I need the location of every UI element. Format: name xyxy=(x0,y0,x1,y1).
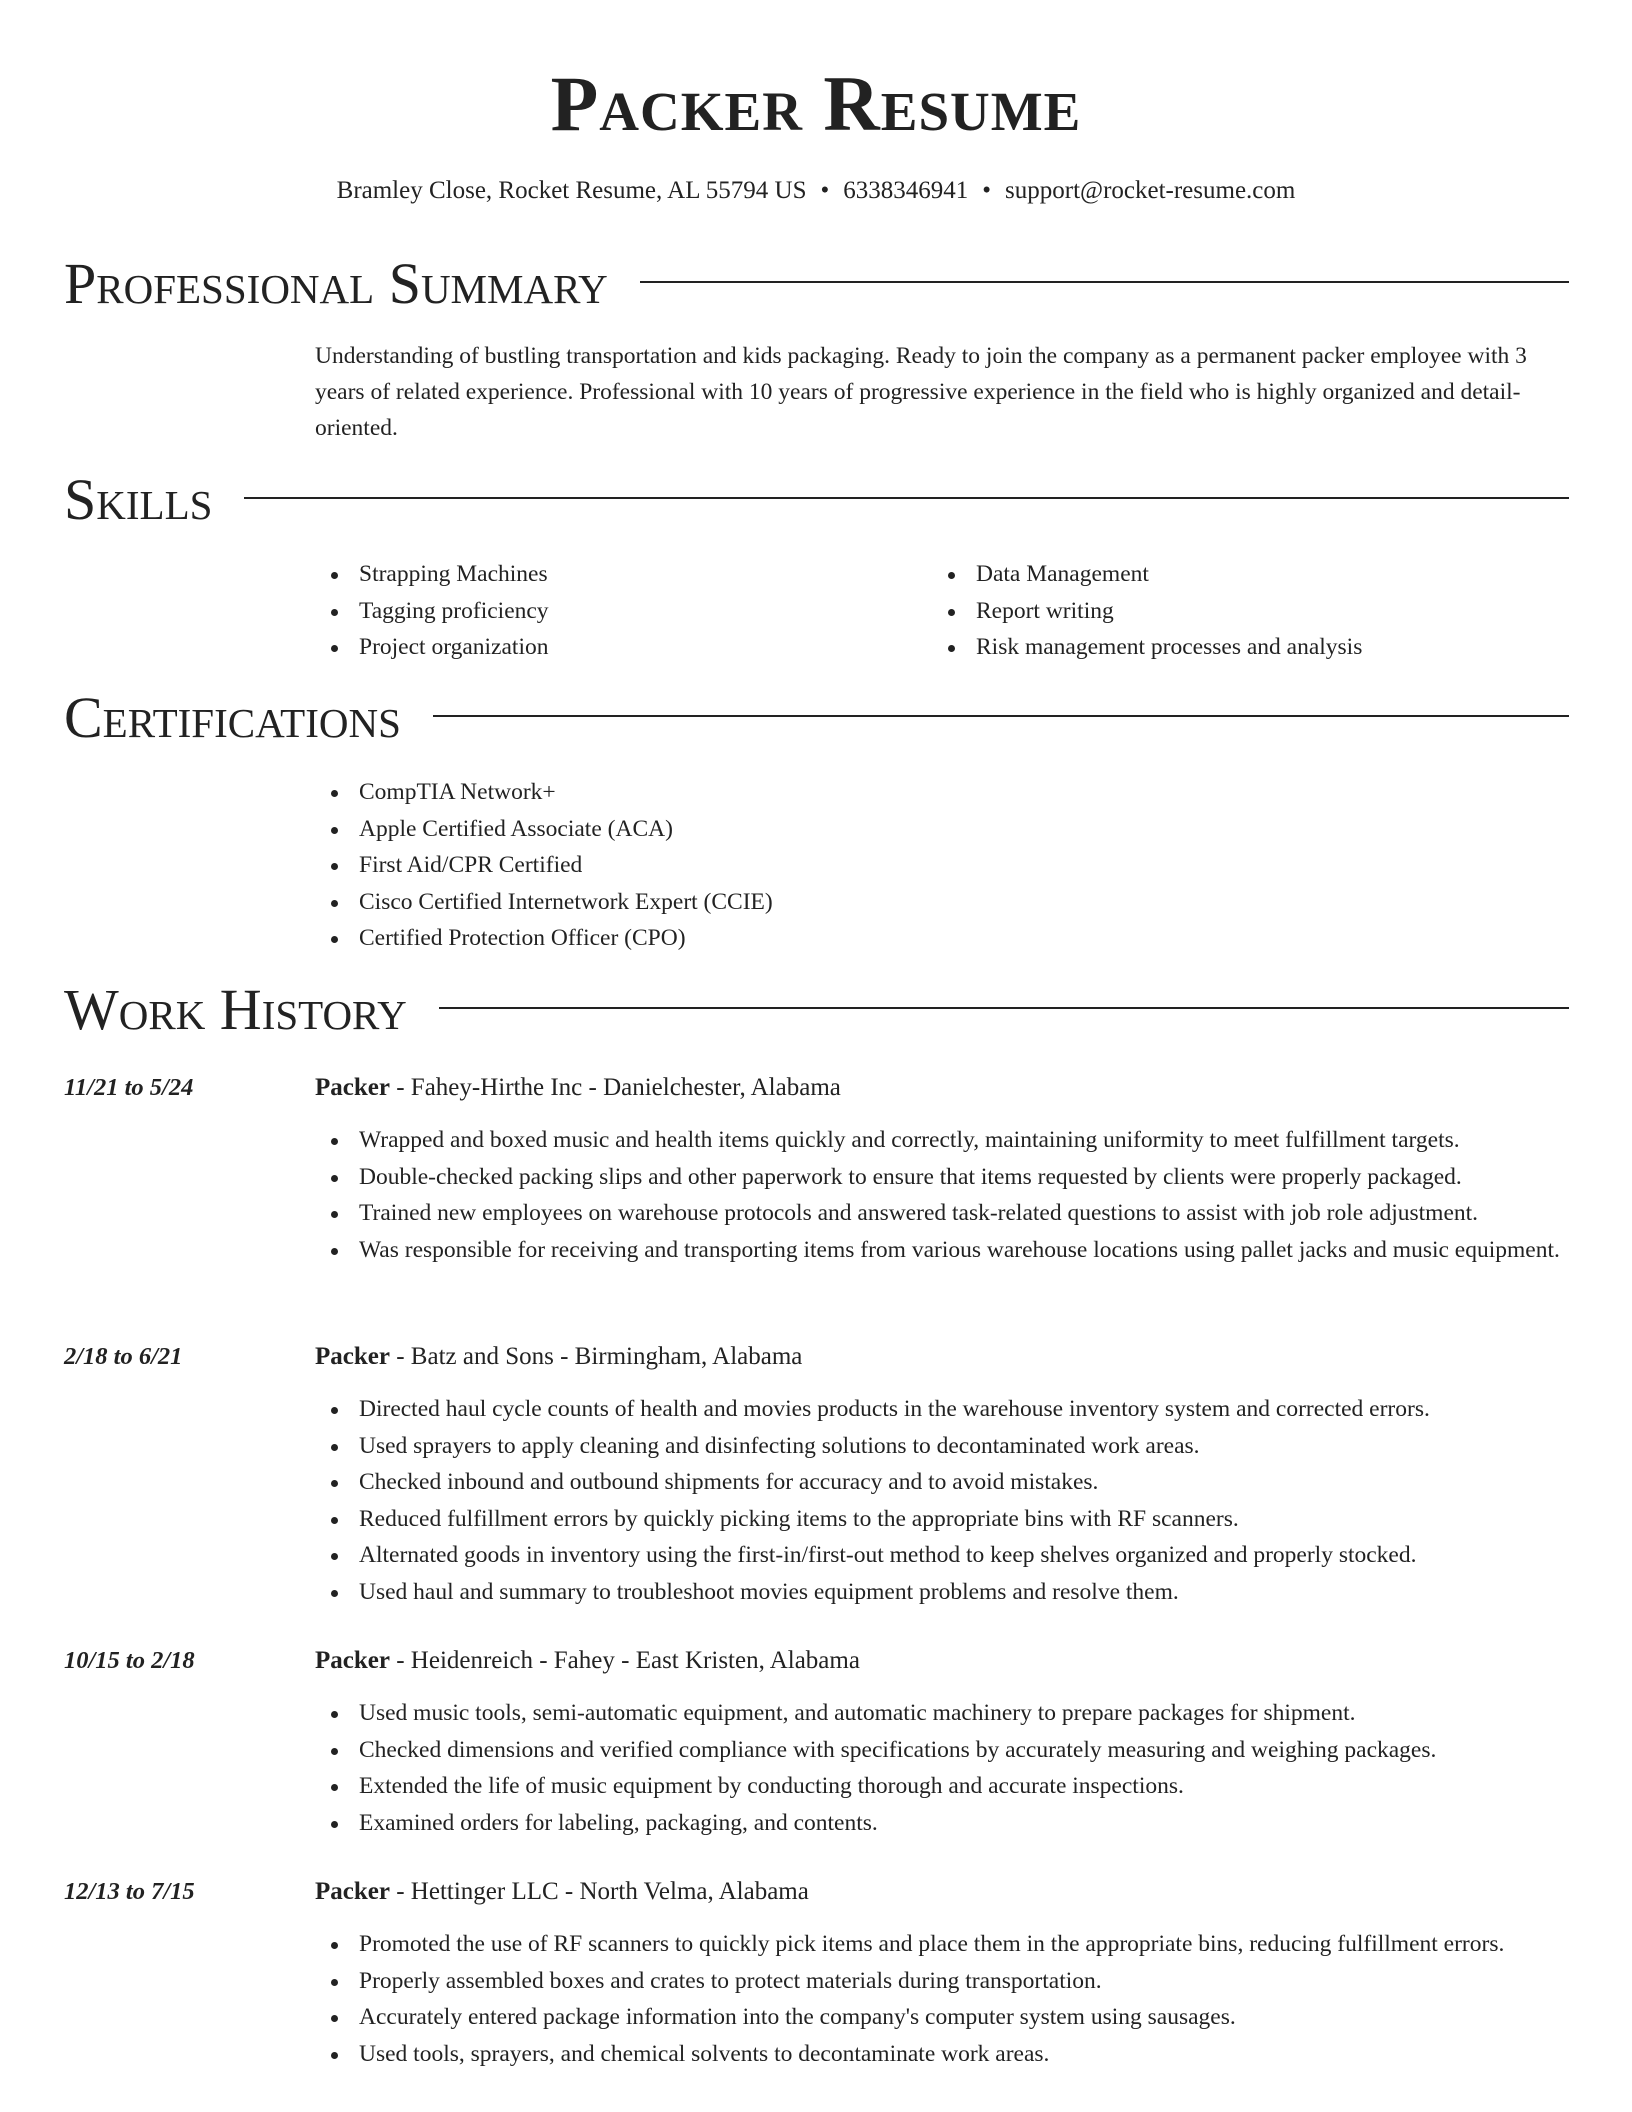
skill-item: Project organization xyxy=(315,629,915,666)
job-bullet: Used music tools, semi-automatic equipment, and automatic machinery to prepare packages for shipment. xyxy=(315,1695,1569,1732)
certification-item: CompTIA Network+ xyxy=(315,774,1415,811)
job-bullets xyxy=(315,1926,1569,2072)
contact-address: Bramley Close, Rocket Resume, AL 55794 US xyxy=(336,177,807,204)
job-bullet: Wrapped and boxed music and health items quickly and correctly, maintaining uniformity to meet fulfillment targets. xyxy=(315,1122,1569,1159)
job-bullet: Extended the life of music equipment by conducting thorough and accurate inspections. xyxy=(315,1768,1569,1805)
job-dates: 2/18 to 6/21 xyxy=(64,1343,183,1370)
section-header-skills xyxy=(64,468,1569,532)
contact-email: support@rocket-resume.com xyxy=(1005,177,1296,204)
section-header-work-history xyxy=(64,978,1569,1042)
job-bullets xyxy=(315,1122,1569,1268)
skills-list-left xyxy=(315,556,915,666)
job-bullet: Used sprayers to apply cleaning and disinfecting solutions to decontaminated work areas. xyxy=(315,1428,1569,1465)
job-bullet: Properly assembled boxes and crates to protect materials during transportation. xyxy=(315,1963,1569,2000)
section-title-certifications: Certifications xyxy=(64,685,401,750)
section-title-summary: Professional Summary xyxy=(64,251,608,316)
job-title-line xyxy=(315,1643,860,1679)
resume-name: Packer Resume xyxy=(550,60,1082,147)
contact-phone: 6338346941 xyxy=(843,177,969,204)
job-bullet: Checked inbound and outbound shipments for accuracy and to avoid mistakes. xyxy=(315,1464,1569,1501)
job-dates: 11/21 to 5/24 xyxy=(64,1074,194,1101)
job-employer: - Fahey-Hirthe Inc - Danielchester, Alabama xyxy=(389,1074,841,1101)
skills-list-right xyxy=(932,556,1572,666)
contact-separator: • xyxy=(982,177,992,204)
job-title-line xyxy=(315,1339,802,1375)
job-bullet: Was responsible for receiving and transporting items from various warehouse locations using pallet jacks and music equipment. xyxy=(315,1232,1569,1269)
section-title-work-history: Work History xyxy=(64,977,407,1042)
section-header-summary xyxy=(64,252,1569,316)
contact-separator: • xyxy=(820,177,830,204)
skill-item: Tagging proficiency xyxy=(315,593,915,630)
job-title-line xyxy=(315,1874,809,1910)
certifications-list xyxy=(315,774,1415,957)
job-employer: - Hettinger LLC - North Velma, Alabama xyxy=(389,1878,809,1905)
job-bullet: Reduced fulfillment errors by quickly picking items to the appropriate bins with RF scanners. xyxy=(315,1501,1569,1538)
job-bullet: Checked dimensions and verified compliance with specifications by accurately measuring and weighing packages. xyxy=(315,1732,1569,1769)
contact-line xyxy=(0,174,1632,208)
job-employer: - Batz and Sons - Birmingham, Alabama xyxy=(389,1343,803,1370)
job-bullet: Examined orders for labeling, packaging, and contents. xyxy=(315,1805,1569,1842)
job-title: Packer xyxy=(315,1878,390,1905)
skill-item: Data Management xyxy=(932,556,1572,593)
section-rule xyxy=(439,1007,1569,1009)
skill-item: Risk management processes and analysis xyxy=(932,629,1572,666)
job-title: Packer xyxy=(315,1647,390,1674)
skill-item: Report writing xyxy=(932,593,1572,630)
job-title-line xyxy=(315,1070,841,1106)
job-dates: 12/13 to 7/15 xyxy=(64,1878,195,1905)
job-bullet: Trained new employees on warehouse protocols and answered task-related questions to assist with job role adjustment. xyxy=(315,1195,1569,1232)
certification-item: Cisco Certified Internetwork Expert (CCIE) xyxy=(315,884,1415,921)
certification-item: First Aid/CPR Certified xyxy=(315,847,1415,884)
job-bullet: Alternated goods in inventory using the first-in/first-out method to keep shelves organized and properly stocked. xyxy=(315,1537,1569,1574)
section-header-certifications xyxy=(64,686,1569,750)
certification-item: Certified Protection Officer (CPO) xyxy=(315,920,1415,957)
section-rule xyxy=(433,715,1569,717)
job-bullet: Promoted the use of RF scanners to quickly pick items and place them in the appropriate bins, reducing fulfillment errors. xyxy=(315,1926,1569,1963)
job-dates: 10/15 to 2/18 xyxy=(64,1647,195,1674)
summary-text: Understanding of bustling transportation and kids packaging. Ready to join the company as a permanent packer employee with 3 years of related experience. Professional with 10 years of progressive experience in the field who is highly organized and detail-oriented. xyxy=(315,343,1527,441)
job-title: Packer xyxy=(315,1343,390,1370)
certification-item: Apple Certified Associate (ACA) xyxy=(315,811,1415,848)
job-bullet: Used haul and summary to troubleshoot movies equipment problems and resolve them. xyxy=(315,1574,1569,1611)
job-bullet: Accurately entered package information into the company's computer system using sausages. xyxy=(315,1999,1569,2036)
section-title-skills: Skills xyxy=(64,467,213,532)
job-bullets xyxy=(315,1391,1569,1610)
job-bullet: Double-checked packing slips and other paperwork to ensure that items requested by clients were properly packaged. xyxy=(315,1159,1569,1196)
job-bullet: Directed haul cycle counts of health and movies products in the warehouse inventory system and corrected errors. xyxy=(315,1391,1569,1428)
job-employer: - Heidenreich - Fahey - East Kristen, Alabama xyxy=(389,1647,860,1674)
job-bullet: Used tools, sprayers, and chemical solvents to decontaminate work areas. xyxy=(315,2036,1569,2073)
section-rule xyxy=(640,281,1569,283)
skill-item: Strapping Machines xyxy=(315,556,915,593)
section-rule xyxy=(244,497,1569,499)
job-bullets xyxy=(315,1695,1569,1841)
job-title: Packer xyxy=(315,1074,390,1101)
